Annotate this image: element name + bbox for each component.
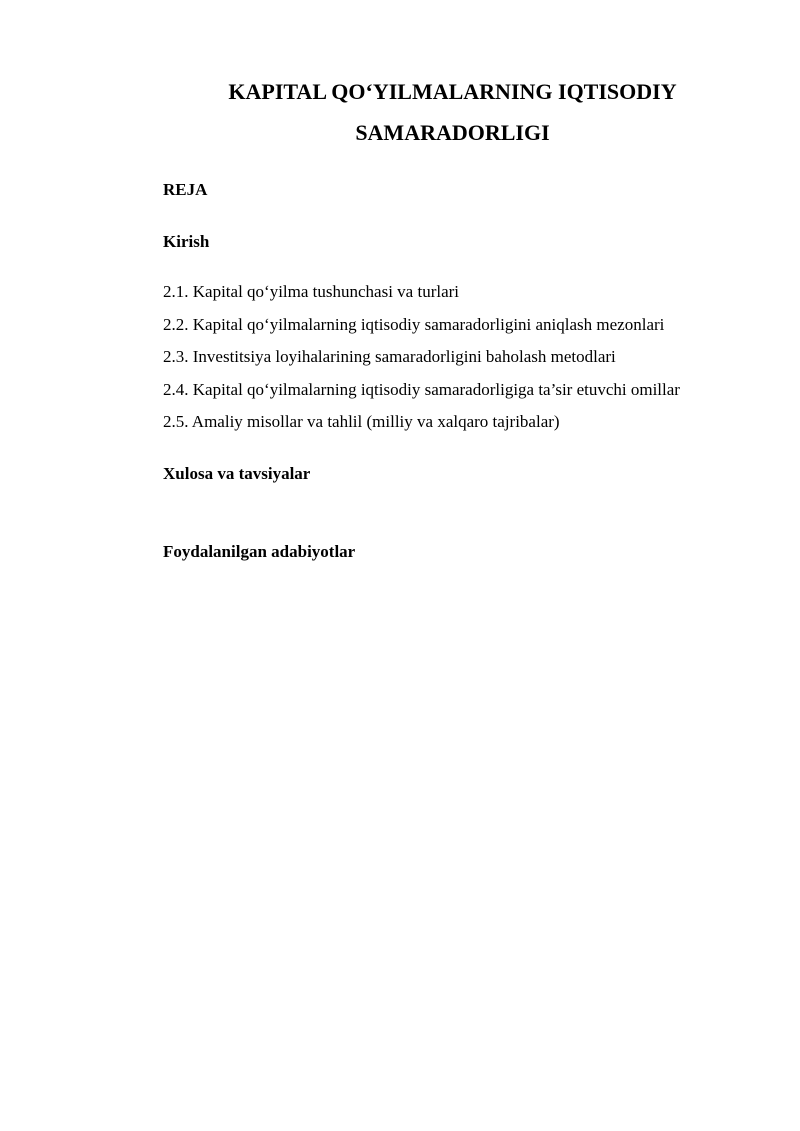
conclusion-heading: Xulosa va tavsiyalar [163, 464, 311, 483]
toc-item: 2.5. Amaliy misollar va tahlil (milliy va xalqaro tajribalar) [163, 412, 560, 431]
references-heading: Foydalanilgan adabiyotlar [163, 542, 356, 561]
intro-heading: Kirish [163, 232, 210, 251]
toc-item: 2.4. Kapital qo‘yilmalarning iqtisodiy samaradorligiga ta’sir etuvchi omillar [163, 379, 680, 399]
plan-heading: REJA [163, 180, 208, 199]
document-title-line-1: KAPITAL QO‘YILMALARNING IQTISODIY [228, 79, 677, 104]
toc-item: 2.3. Investitsiya loyihalarining samaradorligini baholash metodlari [163, 347, 616, 366]
table-of-contents [163, 282, 680, 445]
document-title-line-2: SAMARADORLIGI [355, 120, 550, 145]
toc-item: 2.2. Kapital qo‘yilmalarning iqtisodiy samaradorligini aniqlash mezonlari [163, 314, 665, 334]
toc-item: 2.1. Kapital qo‘yilma tushunchasi va turlari [163, 282, 460, 301]
